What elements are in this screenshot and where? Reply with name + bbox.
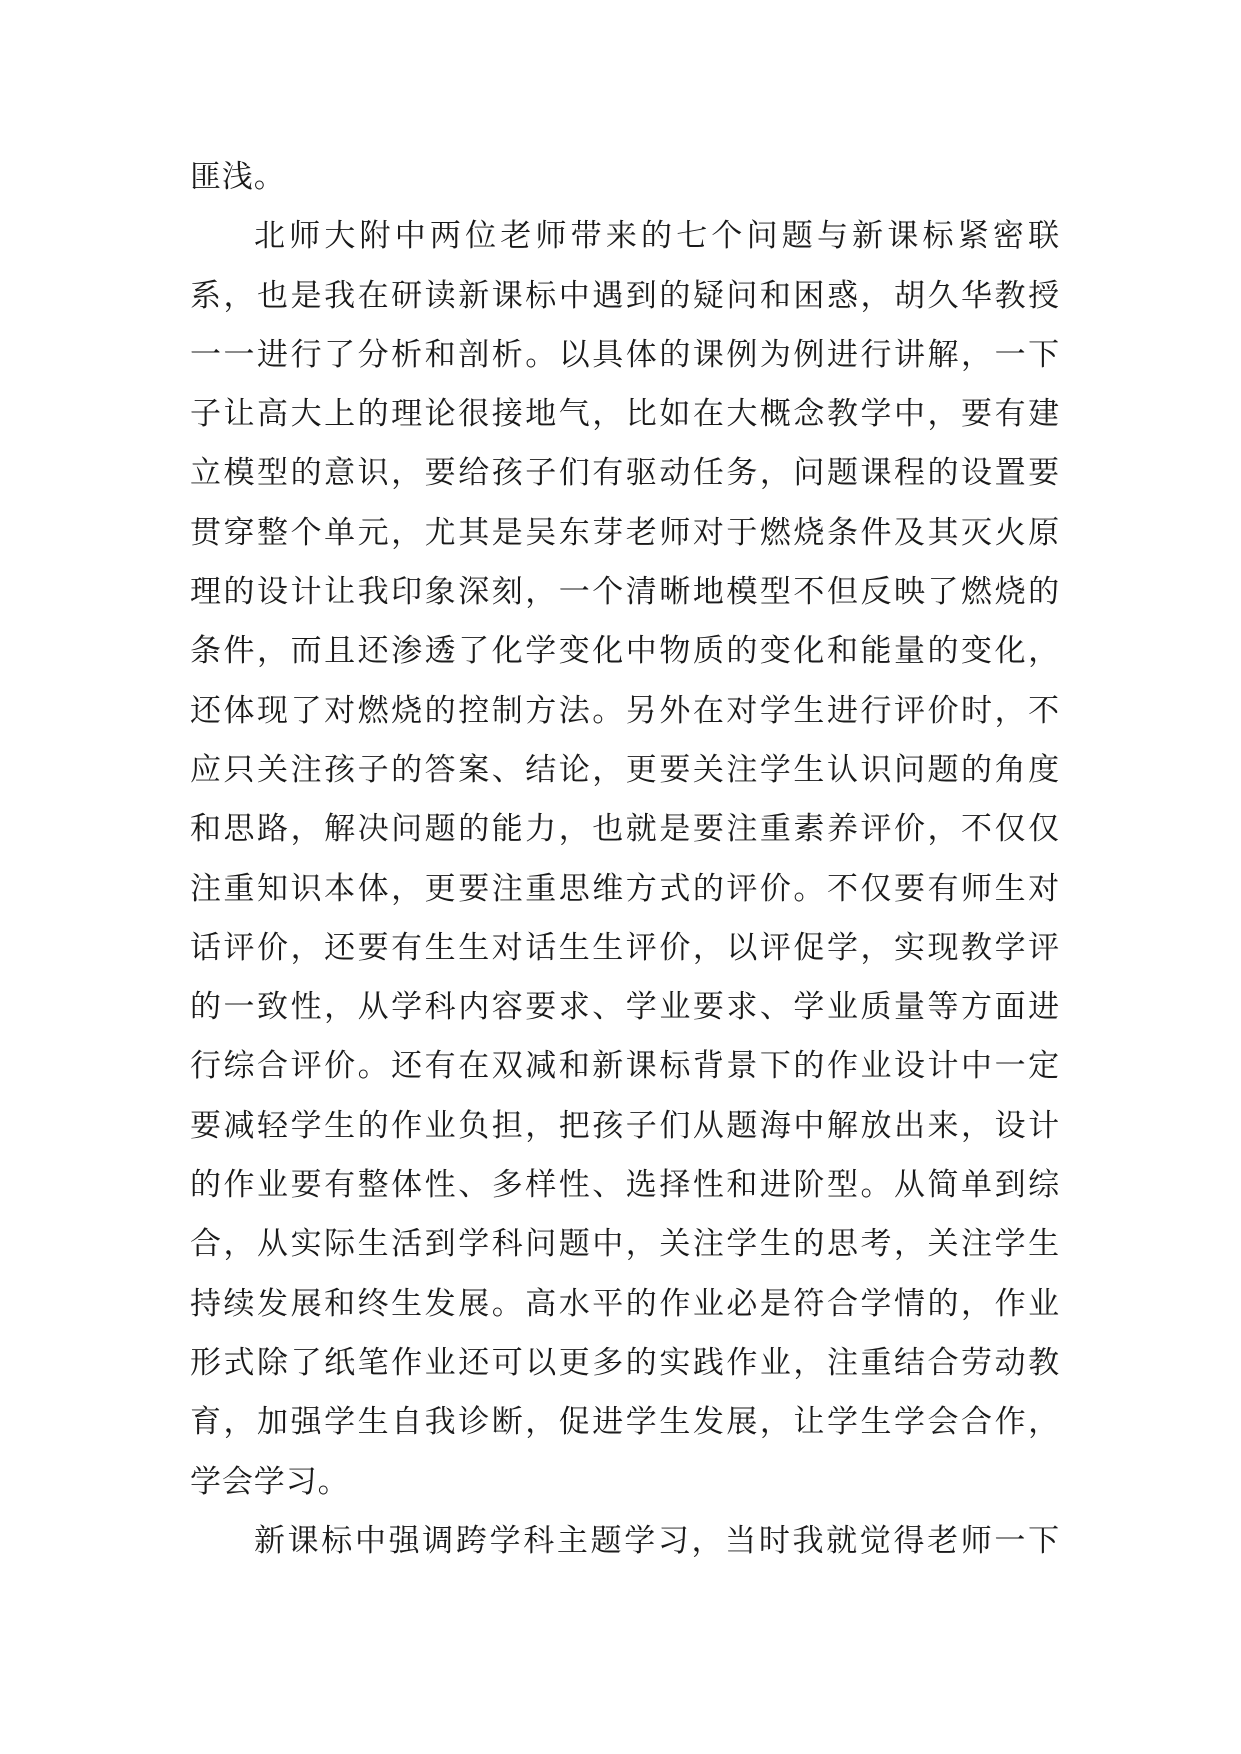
text-line: 贯穿整个单元，尤其是吴东芽老师对于燃烧条件及其灭火原 (190, 514, 1060, 551)
text-line: 注重知识本体，更要注重思维方式的评价。不仅要有师生对 (190, 870, 1060, 907)
text-line: 持续发展和终生发展。高水平的作业必是符合学情的，作业 (190, 1285, 1060, 1322)
text-line: 形式除了纸笔作业还可以更多的实践作业，注重结合劳动教 (190, 1344, 1060, 1381)
text-line: 匪浅。 (190, 159, 286, 195)
text-line: 行综合评价。还有在双减和新课标背景下的作业设计中一定 (190, 1048, 1060, 1085)
text-line: 的一致性，从学科内容要求、学业要求、学业质量等方面进 (190, 989, 1060, 1026)
text-line: 合，从实际生活到学科问题中，关注学生的思考，关注学生 (190, 1226, 1060, 1263)
text-line: 学会学习。 (190, 1463, 350, 1500)
text-line: 应只关注孩子的答案、结论，更要关注学生认识问题的角度 (190, 751, 1060, 788)
text-line: 子让高大上的理论很接地气，比如在大概念教学中，要有建 (190, 396, 1060, 433)
text-line: 一一进行了分析和剖析。以具体的课例为例进行讲解，一下 (190, 336, 1060, 373)
text-line: 要减轻学生的作业负担，把孩子们从题海中解放出来，设计 (190, 1107, 1060, 1144)
body-text (190, 148, 1060, 1571)
text-line: 条件，而且还渗透了化学变化中物质的变化和能量的变化， (190, 633, 1060, 670)
text-line: 立模型的意识，要给孩子们有驱动任务，问题课程的设置要 (190, 455, 1060, 492)
text-line: 北师大附中两位老师带来的七个问题与新课标紧密联 (254, 218, 1060, 255)
text-line: 理的设计让我印象深刻，一个清晰地模型不但反映了燃烧的 (190, 574, 1060, 611)
text-line: 还体现了对燃烧的控制方法。另外在对学生进行评价时，不 (190, 692, 1060, 729)
text-line: 的作业要有整体性、多样性、选择性和进阶型。从简单到综 (190, 1167, 1060, 1204)
text-line: 新课标中强调跨学科主题学习，当时我就觉得老师一下 (254, 1522, 1060, 1559)
text-line: 系，也是我在研读新课标中遇到的疑问和困惑，胡久华教授 (190, 277, 1060, 314)
text-line: 话评价，还要有生生对话生生评价，以评促学，实现教学评 (190, 929, 1060, 966)
text-line: 和思路，解决问题的能力，也就是要注重素养评价，不仅仅 (190, 811, 1060, 848)
text-line: 育，加强学生自我诊断，促进学生发展，让学生学会合作， (190, 1404, 1060, 1441)
